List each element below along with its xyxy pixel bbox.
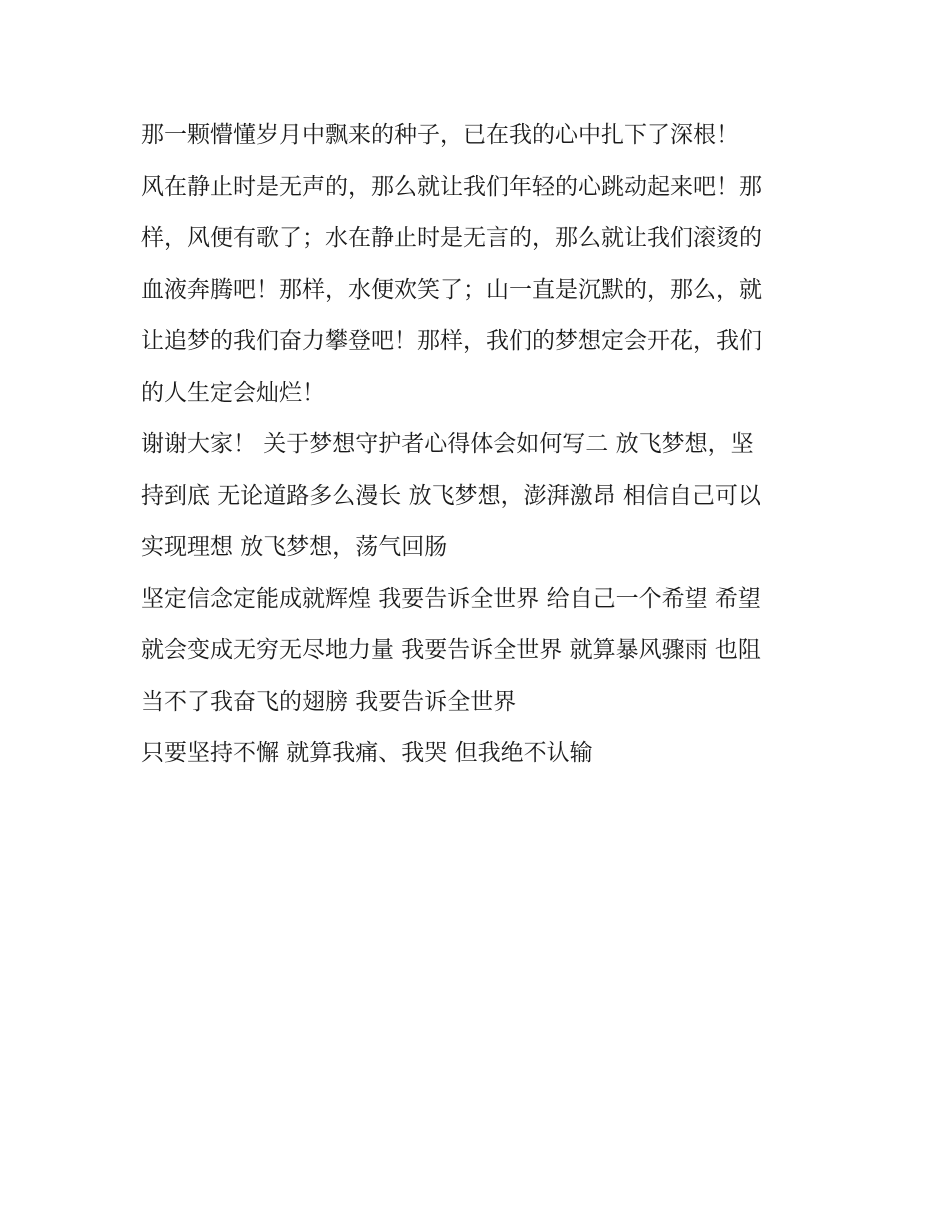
text-line: 就会变成无穷无尽地力量 我要告诉全世界 就算暴风骤雨 也阻 — [141, 637, 761, 663]
text-line: 的人生定会灿烂！ — [141, 379, 325, 406]
text-line: 坚定信念定能成就辉煌 我要告诉全世界 给自己一个希望 希望 — [141, 585, 761, 612]
text-line: 谢谢大家！ 关于梦想守护者心得体会如何写二 放飞梦想，坚 — [141, 431, 754, 457]
text-line: 样，风便有歌了；水在静止时是无言的，那么就让我们滚烫的 — [141, 225, 762, 251]
text-line: 血液奔腾吧！那样，水便欢笑了；山一直是沉默的，那么，就 — [141, 276, 762, 303]
text-line: 持到底 无论道路多么漫长 放飞梦想，澎湃激昂 相信自己可以 — [141, 482, 761, 509]
text-line: 风在静止时是无声的，那么就让我们年轻的心跳动起来吧！那 — [141, 173, 762, 200]
text-line: 让追梦的我们奋力攀登吧！那样，我们的梦想定会开花，我们 — [141, 328, 762, 354]
paragraph-persevere — [141, 728, 821, 780]
paragraph-thanks — [141, 419, 821, 574]
text-line: 只要坚持不懈 就算我痛、我哭 但我绝不认输 — [141, 740, 593, 766]
document-body — [141, 110, 821, 780]
text-line: 那一颗懵懂岁月中飘来的种子，已在我的心中扎下了深根！ — [141, 122, 739, 148]
paragraph-seed — [141, 110, 821, 162]
text-line: 当不了我奋飞的翅膀 我要告诉全世界 — [141, 688, 517, 715]
paragraph-tell-the-world — [141, 574, 821, 729]
paragraph-wind-water-mountain — [141, 162, 821, 420]
text-line: 实现理想 放飞梦想，荡气回肠 — [141, 534, 448, 560]
